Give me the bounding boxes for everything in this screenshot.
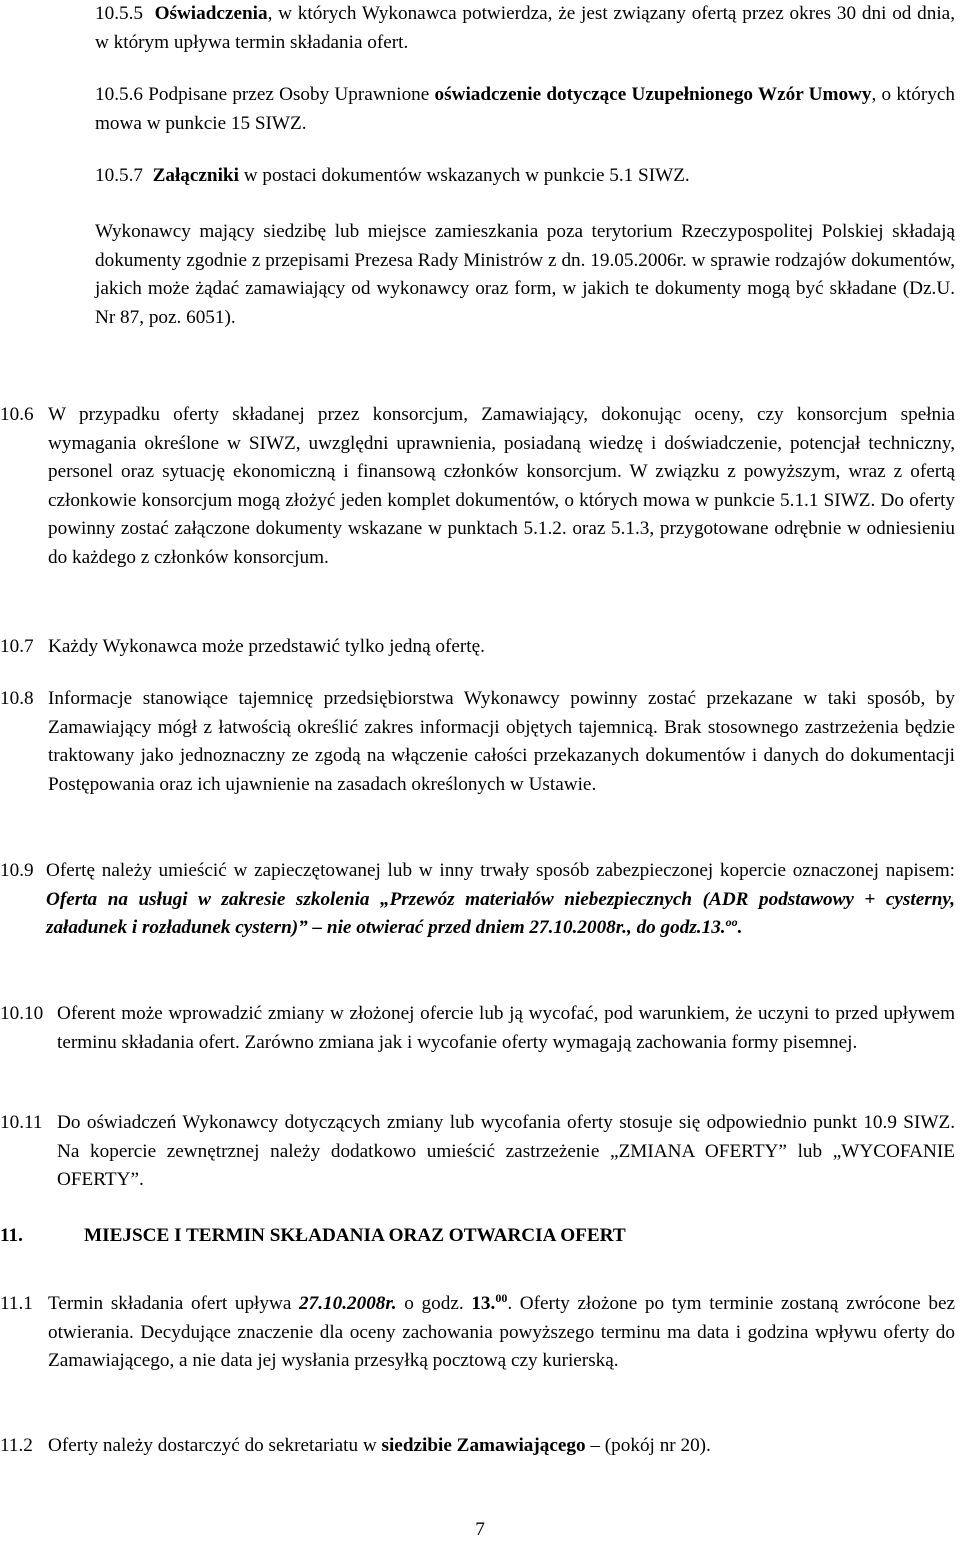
superscript-minutes: oo	[725, 915, 738, 929]
item-text-wrap	[46, 857, 955, 943]
page-number: 7	[475, 1519, 485, 1540]
item-10-8	[0, 685, 955, 799]
item-10-9	[0, 857, 955, 943]
item-number: 10.5.7	[95, 165, 143, 186]
heading-number: 11.	[0, 1225, 23, 1246]
item-10-6	[0, 401, 955, 572]
item-text: Ofertę należy umieścić w zapieczętowanej lub w inny trwały sposób zabezpieczonej kopercie oznaczonej napisem:	[46, 860, 955, 881]
item-11-2	[0, 1432, 955, 1461]
paragraph-foreign-contractors	[95, 218, 955, 332]
item-10-5-6	[95, 81, 955, 138]
item-number: 10.10	[0, 1003, 44, 1024]
bold-phrase: Załączniki	[152, 165, 239, 186]
section-heading-11	[0, 1222, 955, 1251]
bold-phrase: Oświadczenia	[154, 3, 268, 24]
item-text: , o których mowa w punkcie 15 SIWZ.	[95, 84, 955, 134]
item-10-5-5	[95, 0, 955, 57]
item-text: W przypadku oferty składanej przez konsorcjum, Zamawiający, dokonując oceny, czy konsorcjum spełnia wymagania określone w SIWZ, uwzględni uprawnienia, posiadaną wiedzę i doświadczenie, potencjał techniczny, personel oraz sytuację ekonomiczną i finansową członków konsorcjum. W związku z powyższym, wraz z ofertą członkowie konsorcjum mogą złożyć jeden komplet dokumentów, o których mowa w punkcie 5.1.1 SIWZ. Do oferty powinny zostać załączone dokumenty wskazane w punktach 5.1.2. oraz 5.1.3, przygotowane odrębnie w odniesieniu do każdego z członków konsorcjum.	[48, 404, 955, 568]
bold-phrase: siedzibie Zamawiającego	[381, 1435, 586, 1456]
item-text: Oferent może wprowadzić zmiany w złożonej ofercie lub ją wycofać, pod warunkiem, że uczyni to przed upływem terminu składania ofert. Zarówno zmiana jak i wycofanie oferty wymagają zachowania formy pisemnej.	[57, 1003, 955, 1053]
item-number: 11.1	[0, 1293, 33, 1314]
item-text: Termin składania ofert upływa	[48, 1293, 300, 1314]
item-11-1	[0, 1290, 955, 1376]
item-10-10	[0, 1000, 955, 1057]
heading-title: MIEJSCE I TERMIN SKŁADANIA ORAZ OTWARCIA OFERT	[84, 1225, 626, 1246]
deadline-hour: 13.	[471, 1293, 496, 1314]
superscript-minutes: 00	[495, 1291, 508, 1305]
item-10-5-7	[95, 162, 955, 191]
item-number: 10.11	[0, 1112, 43, 1133]
item-number: 11.2	[0, 1435, 33, 1456]
item-text-wrap	[48, 1290, 955, 1376]
item-text: Informacje stanowiące tajemnicę przedsiębiorstwa Wykonawcy powinny zostać przekazane w taki sposób, by Zamawiający mógł z łatwością określić zakres informacji objętych tajemnicą. Brak stosownego zastrzeżenia będzie traktowany jako jednoznaczny ze zgodą na włączenie całości przekazanych dokumentów i danych do dokumentacji Postępowania oraz ich ujawnienie na zasadach określonych w Ustawie.	[48, 688, 955, 795]
item-number: 10.8	[0, 688, 34, 709]
item-text: Każdy Wykonawca może przedstawić tylko jedną ofertę.	[48, 636, 485, 657]
item-text: . Oferty złożone po tym terminie zostaną zwrócone bez otwierania. Decydujące znaczenie dla oceny zachowania powyższego terminu ma data i godzina wpływu oferty do Zamawiającego, a nie data jej wysłania przesyłką pocztową czy kurierską.	[48, 1293, 955, 1371]
punctuation: .	[737, 917, 743, 938]
item-number: 10.9	[0, 860, 34, 881]
item-text: w postaci dokumentów wskazanych w punkcie 5.1 SIWZ.	[238, 165, 690, 186]
item-10-7	[0, 633, 955, 662]
item-number: 10.7	[0, 636, 34, 657]
item-text: Oferty należy dostarczyć do sekretariatu w	[48, 1435, 382, 1456]
item-lead: 10.5.6 Podpisane przez Osoby Uprawnione	[95, 84, 435, 105]
item-text: o godz.	[396, 1293, 472, 1314]
deadline-date: 27.10.2008r.	[299, 1293, 397, 1314]
item-10-11	[0, 1109, 955, 1195]
item-text: Do oświadczeń Wykonawcy dotyczących zmiany lub wycofania oferty stosuje się odpowiednio punkt 10.9 SIWZ. Na kopercie zewnętrznej należy dodatkowo umieścić zastrzeżenie „ZMIANA OFERTY” lub „WYCOFANIE OFERTY”.	[57, 1112, 955, 1190]
paragraph-text: Wykonawcy mający siedzibę lub miejsce zamieszkania poza terytorium Rzeczypospolitej Polskiej składają dokumenty zgodnie z przepisami Prezesa Rady Ministrów z dn. 19.05.2006r. w sprawie rodzajów dokumentów, jakich może żądać zamawiający od wykonawcy oraz form, w jakich te dokumenty mogą być składane (Dz.U. Nr 87, poz. 6051).	[95, 221, 955, 328]
item-text: – (pokój nr 20).	[585, 1435, 711, 1456]
envelope-label: Oferta na usługi w zakresie szkolenia „Przewóz materiałów niebezpiecznych (ADR podstawowy + cysterny, załadunek i rozładunek cystern)” – nie otwierać przed dniem 27.10.2008r., do godz.13.	[46, 888, 955, 938]
item-number: 10.5.5	[95, 3, 143, 24]
bold-phrase: oświadczenie dotyczące Uzupełnionego Wzór Umowy	[434, 84, 872, 105]
item-text-wrap	[48, 1432, 955, 1461]
item-number: 10.6	[0, 404, 34, 425]
item-text: , w których Wykonawca potwierdza, że jest związany ofertą przez okres 30 dni od dnia, w którym upływa termin składania ofert.	[95, 3, 956, 53]
